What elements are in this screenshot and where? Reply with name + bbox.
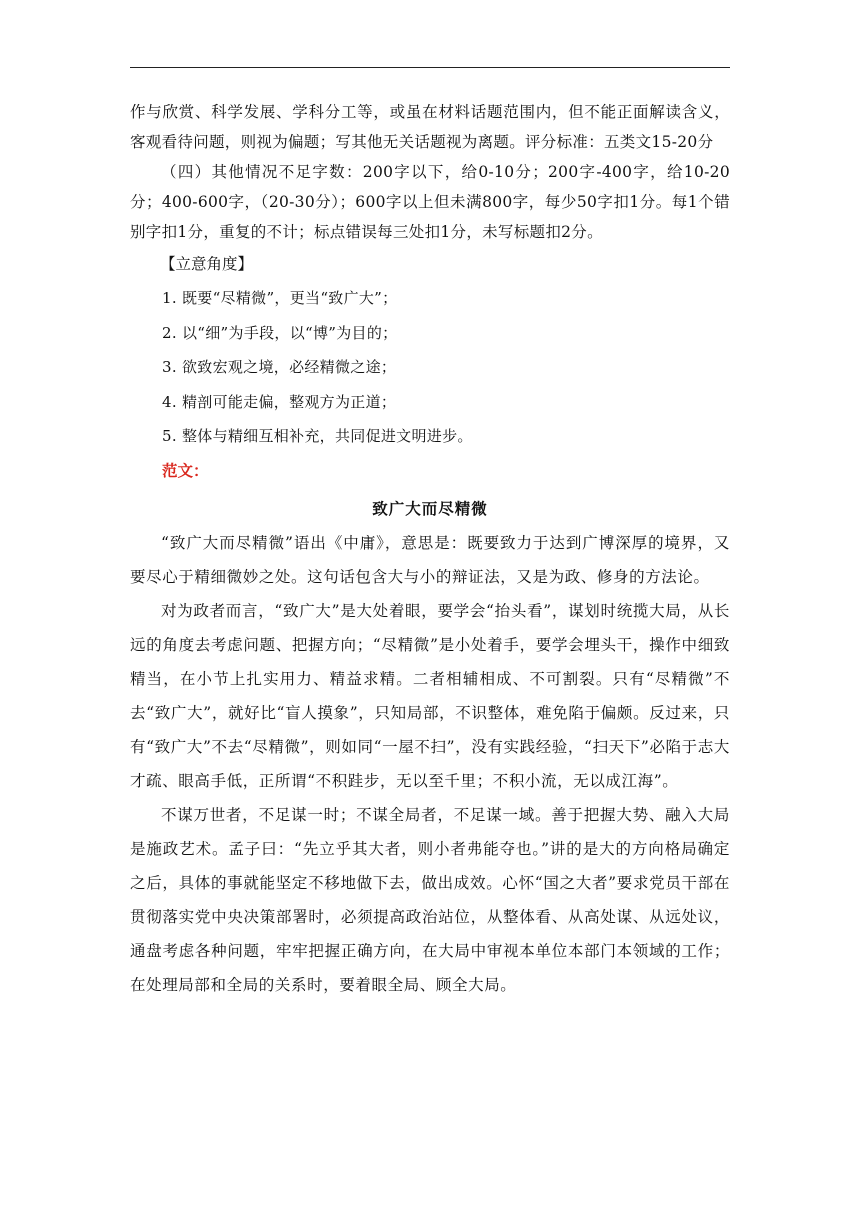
list-item: 4. 精剖可能走偏，整观方为正道；: [162, 392, 397, 411]
essay-title: 致广大而尽精微: [372, 498, 488, 518]
list-item: 3. 欲致宏观之境，必经精微之途；: [162, 358, 397, 376]
angle-heading: 【立意角度】: [160, 255, 254, 273]
angle-list: [130, 281, 730, 454]
scoring-paragraph-continued: 作与欣赏、科学发展、学科分工等，或虽在材料话题范围内，但不能正面解读含义，客观看待问题，则视为偏题；写其他无关话题视为离题。评分标准：五类文15-20分: [130, 103, 730, 151]
document-body: [130, 97, 730, 1002]
header-rule: [130, 67, 730, 68]
essay-paragraph: “致广大而尽精微”语出《中庸》，意思是：既要致力于达到广博深厚的境界，又要尽心于精细微妙之处。这句话包含大与小的辩证法，又是为政、修身的方法论。: [130, 533, 730, 586]
essay-body: [130, 526, 730, 1002]
model-essay-label: 范文：: [162, 461, 209, 480]
list-item: 2. 以“细”为手段，以“博”为目的；: [162, 323, 398, 342]
list-item: 1. 既要“尽精微”，更当“致广大”；: [162, 289, 398, 307]
scoring-paragraph-other: （四）其他情况不足字数：200字以下，给0-10分；200字-400字，给10-20分；400-600字，（20-30分）；600字以上但未满800字，每少50字扣1分。每1个错别字扣1分，重复的不计；标点错误每三处扣1分，未写标题扣2分。: [130, 163, 730, 241]
essay-paragraph: 不谋万世者，不足谋一时；不谋全局者，不足谋一域。善于把握大势、融入大局是施政艺术。孟子曰：“先立乎其大者，则小者弗能夺也。”讲的是大的方向格局确定之后，具体的事就能坚定不移地做下去，做出成效。心怀“国之大者”要求党员干部在贯彻落实党中央决策部署时，必须提高政治站位，从整体看、从高处谋、从远处议，通盘考虑各种问题，牢牢把握正确方向，在大局中审视本单位本部门本领域的工作；在处理局部和全局的关系时，要着眼全局、顾全大局。: [130, 805, 730, 994]
essay-paragraph: 对为政者而言，“致广大”是大处着眼，要学会“抬头看”，谋划时统揽大局，从长远的角度去考虑问题、把握方向；“尽精微”是小处着手，要学会埋头干，操作中细致精当，在小节上扎实用力、精益求精。二者相辅相成、不可割裂。只有“尽精微”不去“致广大”，就好比“盲人摸象”，只知局部，不识整体，难免陷于偏颇。反过来，只有“致广大”不去“尽精微”，则如同“一屋不扫”，没有实践经验，“扫天下”必陷于志大才疏、眼高手低，正所谓“不积跬步，无以至千里；不积小流，无以成江海”。: [130, 601, 730, 790]
list-item: 5. 整体与精细互相补充，共同促进文明进步。: [162, 427, 473, 445]
